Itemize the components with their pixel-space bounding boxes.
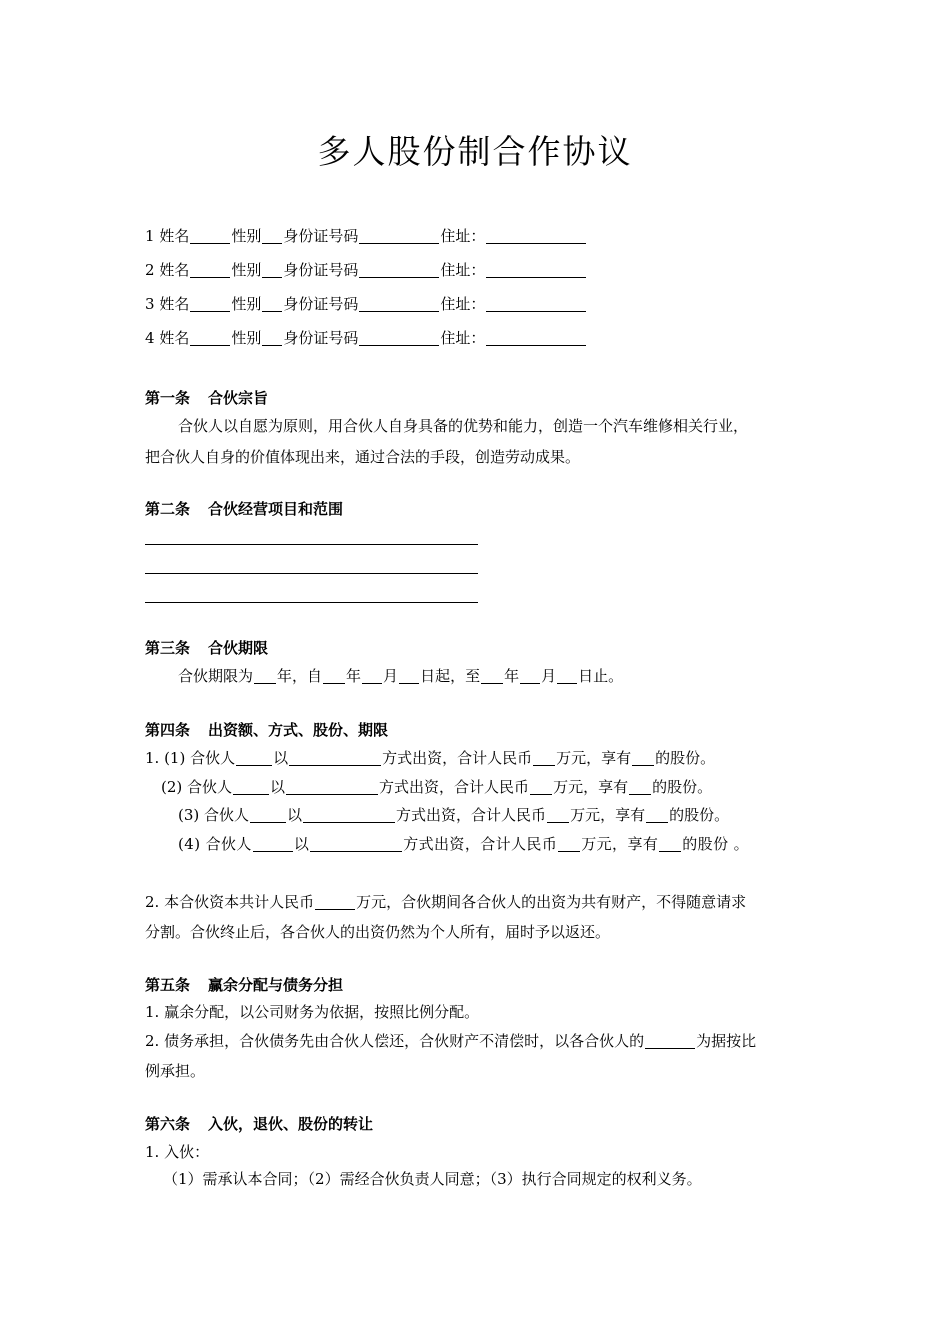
share-blank[interactable]	[629, 779, 651, 795]
term-text: 日止。	[578, 667, 624, 685]
gender-label: 性别	[231, 227, 262, 245]
partner-blank[interactable]	[250, 807, 286, 823]
end-year-blank[interactable]	[481, 668, 503, 684]
gender-blank[interactable]	[262, 330, 282, 346]
item-text: 以	[293, 835, 310, 853]
partner-line-2	[145, 260, 587, 280]
id-blank[interactable]	[359, 296, 439, 312]
partner-no: 3	[145, 295, 155, 313]
item-text: 合伙人	[190, 749, 236, 767]
admission-label: 1. 入伙：	[145, 1143, 210, 1161]
partner-blank[interactable]	[233, 779, 269, 795]
gender-blank[interactable]	[262, 262, 282, 278]
item-prefix: (2)	[161, 778, 188, 796]
partner-line-1	[145, 226, 587, 246]
method-blank[interactable]	[303, 807, 395, 823]
method-blank[interactable]	[310, 836, 402, 852]
item-text: 万元，享有	[556, 749, 632, 767]
gender-blank[interactable]	[262, 228, 282, 244]
partner-line-4	[145, 328, 587, 348]
term-text: 合伙期限为	[178, 667, 254, 685]
id-blank[interactable]	[359, 262, 439, 278]
partner-no: 1	[145, 227, 155, 245]
method-blank[interactable]	[289, 750, 381, 766]
capital-text: 万元，合伙期间各合伙人的出资为共有财产，不得随意请求	[356, 893, 747, 911]
article-title: 赢余分配与债务分担	[208, 976, 344, 994]
end-day-blank[interactable]	[557, 668, 577, 684]
item-prefix: 1. (1)	[145, 749, 191, 767]
item-text: 方式出资，合计人民币	[403, 835, 558, 853]
id-blank[interactable]	[359, 228, 439, 244]
address-label: 住址：	[440, 295, 486, 313]
gender-blank[interactable]	[262, 296, 282, 312]
scope-blank-line-3[interactable]	[145, 602, 478, 603]
capital-paragraph-line-2: 分割。合伙终止后，各合伙人的出资仍然为个人所有，届时予以返还。	[145, 923, 611, 941]
scope-blank-line-1[interactable]	[145, 544, 478, 545]
article-number: 第六条	[145, 1115, 191, 1133]
article-number: 第二条	[145, 500, 191, 518]
start-year-blank[interactable]	[323, 668, 345, 684]
item-text: 方式出资，合计人民币	[379, 778, 530, 796]
id-blank[interactable]	[359, 330, 439, 346]
article-title: 合伙期限	[208, 639, 269, 657]
item-text: 合伙人	[205, 835, 252, 853]
item-text: 以	[287, 806, 303, 824]
item-text: 方式出资，合计人民币	[382, 749, 533, 767]
article-3-text	[178, 666, 623, 686]
term-text: 年	[504, 667, 520, 685]
item-text: 的股份。	[652, 778, 713, 796]
debt-text: 为据按比	[696, 1032, 757, 1050]
partner-no: 2	[145, 261, 155, 279]
article-1-heading	[145, 388, 268, 408]
name-label: 姓名	[159, 329, 190, 347]
scope-blank-line-2[interactable]	[145, 573, 478, 574]
debt-text: 2. 债务承担，合伙债务先由合伙人偿还，合伙财产不清偿时，以各合伙人的	[145, 1032, 645, 1050]
document-title: 多人股份制合作协议	[317, 132, 633, 171]
share-blank[interactable]	[659, 836, 681, 852]
item-text: 合伙人	[204, 806, 250, 824]
end-month-blank[interactable]	[520, 668, 540, 684]
term-text: 年	[346, 667, 362, 685]
term-text: 年，自	[277, 667, 323, 685]
capital-paragraph-line-1	[145, 892, 746, 912]
item-prefix: (3)	[178, 806, 205, 824]
name-blank[interactable]	[190, 262, 230, 278]
name-label: 姓名	[159, 261, 190, 279]
item-text: 以	[273, 749, 289, 767]
name-label: 姓名	[159, 295, 190, 313]
article-title: 入伙，退伙、股份的转让	[208, 1115, 374, 1133]
item-prefix: (4)	[178, 835, 206, 853]
capital-text: 2. 本合伙资本共计人民币	[145, 893, 315, 911]
name-blank[interactable]	[190, 296, 230, 312]
article-number: 第五条	[145, 976, 191, 994]
article-5-heading	[145, 975, 343, 995]
article-title: 合伙经营项目和范围	[208, 500, 344, 518]
item-text: 的股份 。	[682, 835, 750, 853]
term-text: 日起，至	[420, 667, 481, 685]
debt-basis-blank[interactable]	[645, 1033, 695, 1049]
item-text: 万元，享有	[581, 835, 659, 853]
id-label: 身份证号码	[283, 227, 359, 245]
id-label: 身份证号码	[283, 261, 359, 279]
amount-blank[interactable]	[558, 836, 580, 852]
partner-no: 4	[145, 329, 155, 347]
address-label: 住址：	[440, 227, 486, 245]
name-blank[interactable]	[190, 228, 230, 244]
id-label: 身份证号码	[283, 329, 359, 347]
article-3-heading	[145, 638, 268, 658]
amount-blank[interactable]	[547, 807, 569, 823]
debt-paragraph-line-2: 例承担。	[145, 1062, 206, 1080]
article-1-text-2: 把合伙人自身的价值体现出来，通过合法的手段，创造劳动成果。	[145, 448, 581, 466]
profit-distribution-text: 1. 赢余分配，以公司财务为依据，按照比例分配。	[145, 1003, 480, 1021]
item-text: 万元，享有	[553, 778, 629, 796]
article-number: 第三条	[145, 639, 191, 657]
gender-label: 性别	[231, 329, 262, 347]
address-label: 住址：	[440, 329, 486, 347]
gender-label: 性别	[231, 261, 262, 279]
article-4-heading	[145, 720, 388, 740]
contribution-line-1	[145, 748, 715, 768]
contribution-line-4	[178, 834, 749, 854]
start-month-blank[interactable]	[362, 668, 382, 684]
share-blank[interactable]	[632, 750, 654, 766]
amount-blank[interactable]	[533, 750, 555, 766]
address-blank[interactable]	[486, 330, 586, 346]
item-text: 以	[270, 778, 286, 796]
article-number: 第一条	[145, 389, 191, 407]
method-blank[interactable]	[286, 779, 378, 795]
admission-conditions: （1）需承认本合同；（2）需经合伙负责人同意；（3）执行合同规定的权利义务。	[163, 1170, 702, 1188]
article-title: 合伙宗旨	[208, 389, 269, 407]
share-blank[interactable]	[646, 807, 668, 823]
address-blank[interactable]	[486, 296, 586, 312]
name-blank[interactable]	[190, 330, 230, 346]
article-6-heading	[145, 1114, 373, 1134]
article-2-heading	[145, 499, 343, 519]
id-label: 身份证号码	[283, 295, 359, 313]
address-label: 住址：	[440, 261, 486, 279]
partner-line-3	[145, 294, 587, 314]
capital-amount-blank[interactable]	[315, 894, 355, 910]
address-blank[interactable]	[486, 262, 586, 278]
item-text: 的股份。	[655, 749, 716, 767]
item-text: 方式出资，合计人民币	[396, 806, 547, 824]
item-text: 的股份。	[669, 806, 730, 824]
gender-label: 性别	[231, 295, 262, 313]
name-label: 姓名	[159, 227, 190, 245]
partner-blank[interactable]	[253, 836, 293, 852]
item-text: 合伙人	[187, 778, 233, 796]
term-text: 月	[383, 667, 399, 685]
article-number: 第四条	[145, 721, 191, 739]
start-day-blank[interactable]	[399, 668, 419, 684]
contribution-line-3	[178, 805, 729, 825]
years-blank[interactable]	[254, 668, 276, 684]
term-text: 月	[541, 667, 557, 685]
article-title: 出资额、方式、股份、期限	[208, 721, 389, 739]
article-1-text-1: 合伙人以自愿为原则，用合伙人自身具备的优势和能力，创造一个汽车维修相关行业，	[178, 417, 749, 435]
address-blank[interactable]	[486, 228, 586, 244]
item-text: 万元，享有	[570, 806, 646, 824]
contribution-line-2	[161, 777, 712, 797]
debt-paragraph-line-1	[145, 1031, 756, 1051]
amount-blank[interactable]	[530, 779, 552, 795]
partner-blank[interactable]	[236, 750, 272, 766]
